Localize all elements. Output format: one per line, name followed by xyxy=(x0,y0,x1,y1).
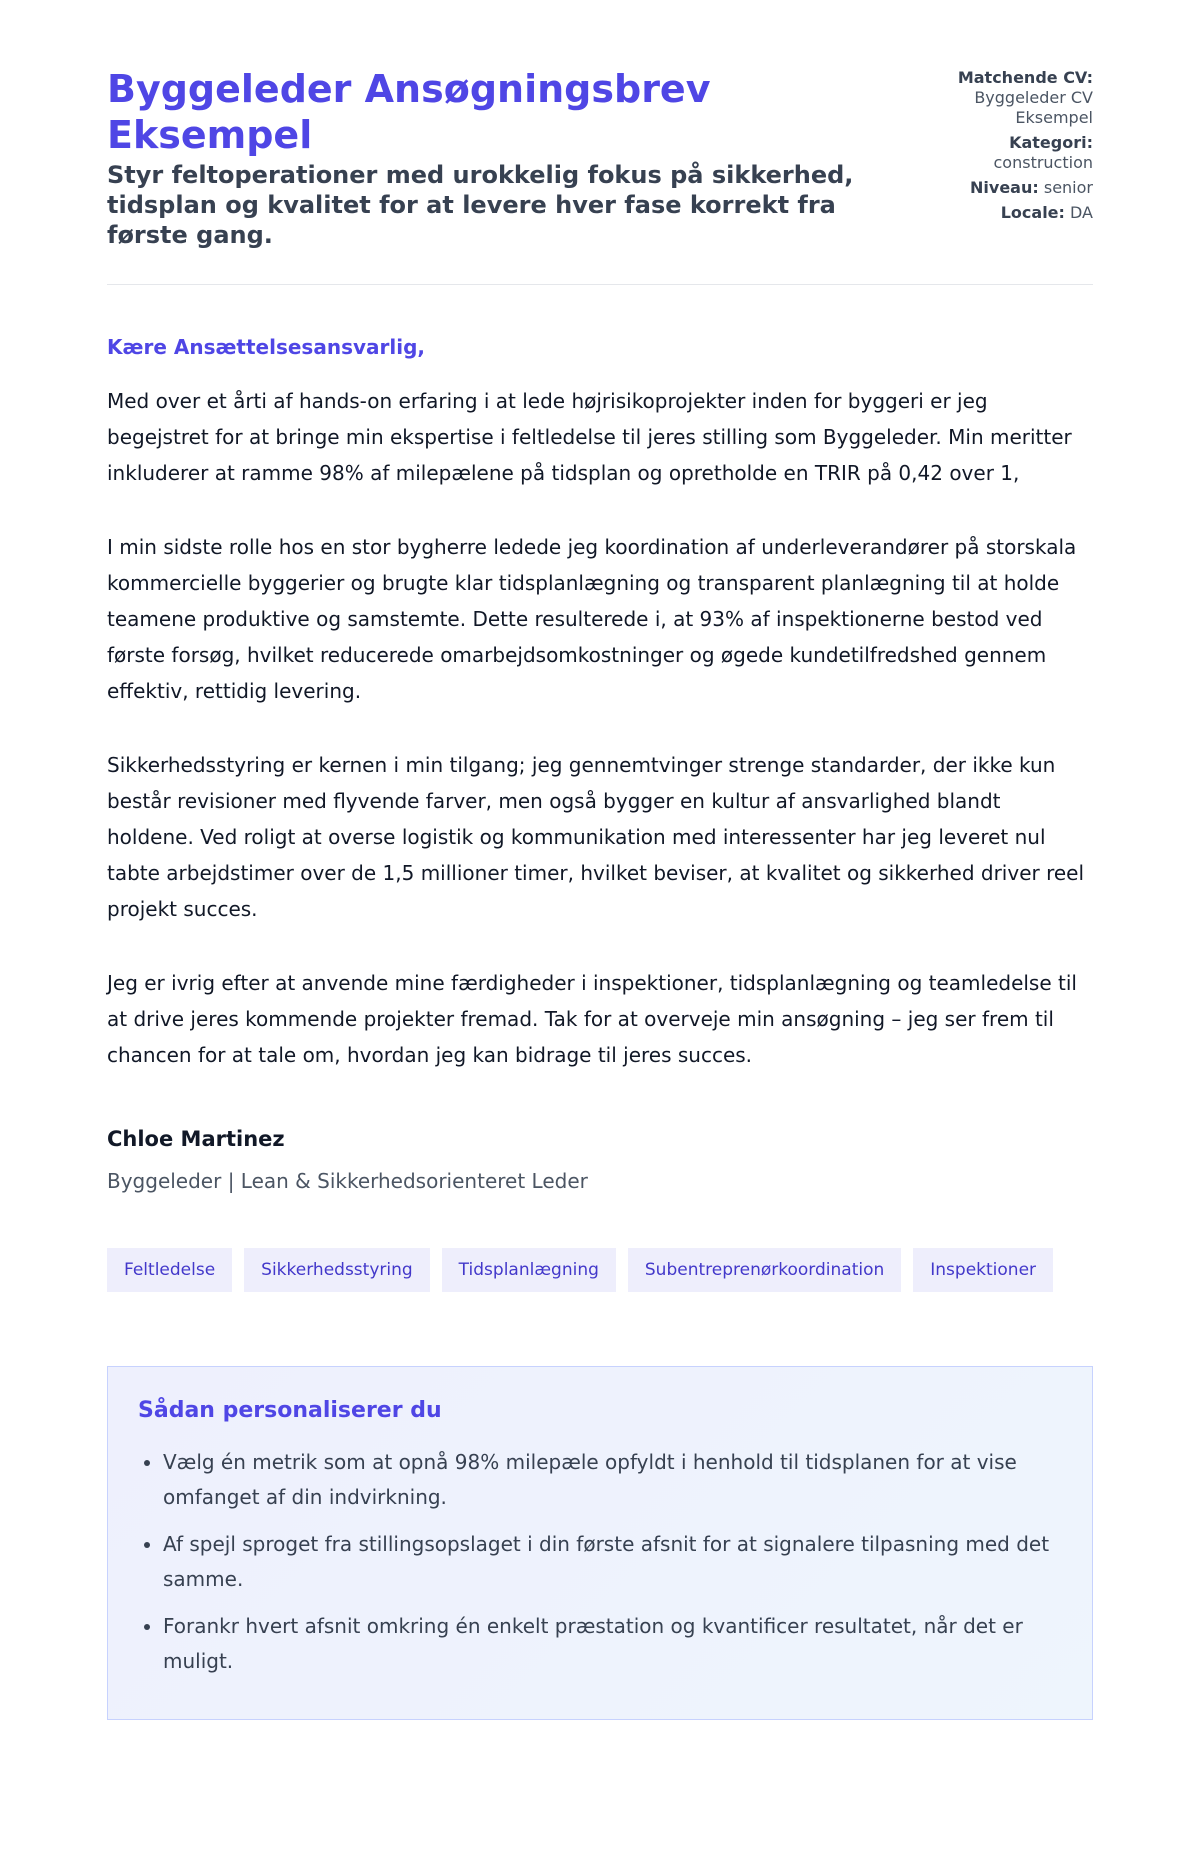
letter-paragraph: Med over et årti af hands-on erfaring i at lede højrisikoprojekter inden for byggeri er jeg begejstret for at bringe min ekspertise i feltledelse til jeres stilling som Byggeleder. Min meritter inkluderer at ramme 98% af milepælene på tidsplan og opretholde en TRIR på 0,42 over 1, xyxy=(107,389,1072,485)
personalization-tips xyxy=(107,1366,1093,1720)
signature-name: Chloe Martinez xyxy=(107,1127,285,1151)
tips-list xyxy=(138,1445,1062,1679)
letter-greeting: Kære Ansættelsesansvarlig, xyxy=(107,335,425,359)
meta-locale xyxy=(894,203,1093,223)
meta-level-value: senior xyxy=(1043,178,1093,197)
tips-title: Sådan personaliserer du xyxy=(138,1398,442,1423)
meta-level-label: Niveau: xyxy=(970,178,1039,197)
meta-panel xyxy=(894,68,1093,228)
tip-item: • Forankr hvert afsnit omkring én enkelt præstation og kvantificer resultatet, når det er muligt. xyxy=(163,1609,1062,1679)
letter-paragraph: Jeg er ivrig efter at anvende mine færdigheder i inspektioner, tidsplanlægning og teamledelse til at drive jeres kommende projekter fremad. Tak for at overveje min ansøgning – jeg ser frem til chancen for at tale om, hvordan jeg kan bidrage til jeres succes. xyxy=(107,971,1077,1067)
skill-tag[interactable]: Feltledelse xyxy=(107,1248,232,1292)
meta-cv xyxy=(894,68,1093,128)
meta-category-label: Kategori: xyxy=(1009,133,1093,152)
meta-cv-value: Byggeleder CV Eksempel xyxy=(974,88,1093,127)
letter-paragraph: I min sidste rolle hos en stor bygherre ledede jeg koordination af underleverandører på storskala kommercielle byggerier og brugte klar tidsplanlægning og transparent planlægning til at holde teamene produktive og samstemte. Dette resulterede i, at 93% af inspektionerne bestod ved første forsøg, hvilket reducerede omarbejdsomkostninger og øgede kundetilfredshed gennem effektiv, rettidig levering. xyxy=(107,535,1077,703)
skill-tags xyxy=(107,1248,1093,1292)
page-header xyxy=(107,66,1093,285)
page-title: Byggeleder Ansøgningsbrev Eksempel xyxy=(107,67,711,157)
signature-block xyxy=(107,1125,1093,1195)
tip-item: • Vælg én metrik som at opnå 98% milepæle opfyldt i henhold til tidsplanen for at vise omfanget af din indvirkning. xyxy=(163,1445,1062,1515)
page-subtitle: Styr feltoperationer med urokkelig fokus på sikkerhed, tidsplan og kvalitet for at levere hver fase korrekt fra første gang. xyxy=(107,161,854,249)
meta-category-value: construction xyxy=(993,153,1093,172)
header-titles xyxy=(107,66,894,250)
meta-category xyxy=(894,133,1093,173)
skill-tag[interactable]: Inspektioner xyxy=(913,1248,1053,1292)
meta-locale-label: Locale: xyxy=(1000,203,1065,222)
skill-tag[interactable]: Tidsplanlægning xyxy=(442,1248,616,1292)
meta-cv-label: Matchende CV: xyxy=(957,68,1093,87)
letter-body xyxy=(107,383,1093,1073)
meta-level xyxy=(894,178,1093,198)
meta-locale-value: DA xyxy=(1070,203,1093,222)
letter-paragraph: Sikkerhedsstyring er kernen i min tilgang; jeg gennemtvinger strenge standarder, der ikke kun består revisioner med flyvende farver, men også bygger en kultur af ansvarlighed blandt holdene. Ved roligt at overse logistik og kommunikation med interessenter har jeg leveret nul tabte arbejdstimer over de 1,5 millioner timer, hvilket beviser, at kvalitet og sikkerhed driver reel projekt succes. xyxy=(107,753,1085,921)
signature-title: Byggeleder | Lean & Sikkerhedsorienteret Leder xyxy=(107,1169,588,1193)
skill-tag[interactable]: Sikkerhedsstyring xyxy=(244,1248,430,1292)
tip-item: • Af spejl sproget fra stillingsopslaget i din første afsnit for at signalere tilpasning med det samme. xyxy=(163,1527,1062,1597)
skill-tag[interactable]: Subentreprenørkoordination xyxy=(628,1248,901,1292)
